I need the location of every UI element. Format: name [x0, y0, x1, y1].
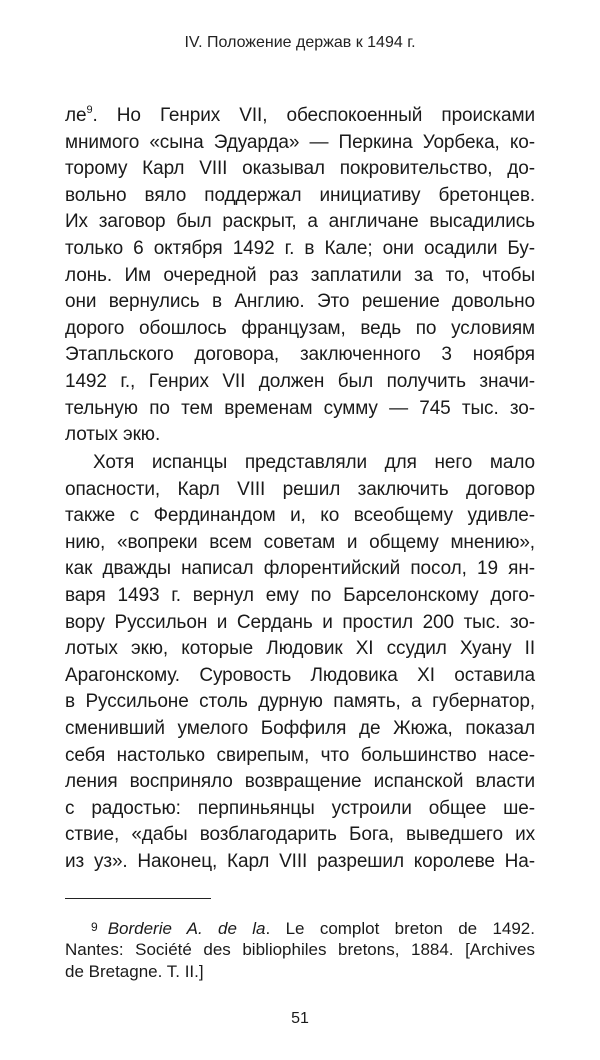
- text-line: как дважды написал флорентийский посол, 19 ян-: [65, 558, 535, 580]
- text-fragment: . Но Генрих VII, обеспокоенный происками: [92, 105, 535, 126]
- text-fragment: ле: [65, 105, 87, 126]
- text-line: они вернулись в Англию. Это решение довольно: [65, 291, 535, 313]
- footnote: [65, 916, 535, 984]
- text-line: только 6 октября 1492 г. в Кале; они осадили Бу-: [65, 237, 535, 259]
- text-line: лонь. Им очередной раз заплатили за то, чтобы: [65, 264, 535, 286]
- text-line: также с Фердинандом и, ко всеобщему удивле-: [65, 505, 535, 527]
- text-line: Арагонскому. Суровость Людовика XI оставила: [65, 664, 535, 686]
- text-line: сменивший умелого Боффиля де Жюжа, показал: [65, 717, 535, 739]
- text-line: опасности, Карл VIII решил заключить договор: [65, 478, 535, 500]
- paragraph-1: [65, 103, 535, 449]
- footnote-line: Nantes: Société des bibliophiles bretons, 1884. [Archives: [65, 939, 535, 959]
- text-line: Их заговор был раскрыт, а англичане высадились: [65, 211, 535, 233]
- text-line: [65, 103, 535, 130]
- text-line: ствие, «дабы возблагодарить Бога, выведшего их: [65, 824, 535, 846]
- text-line: 1492 г., Генрих VII должен был получить значи-: [65, 370, 535, 392]
- text-line: дорого обошлось французам, ведь по условиям: [65, 317, 535, 339]
- text-line: Хотя испанцы представляли для него мало: [93, 452, 535, 473]
- text-line: в Руссильоне столь дурную память, а губернатор,: [65, 691, 535, 713]
- text-line: вору Руссильон и Сердань и простил 200 тыс. зо-: [65, 611, 535, 633]
- footnote-divider: [65, 898, 211, 899]
- text-line: мнимого «сына Эдуарда» — Перкина Уорбека, ко-: [65, 131, 535, 153]
- text-line: торому Карл VIII оказывал покровительство, до-: [65, 158, 535, 180]
- text-line: тельную по тем временам сумму — 745 тыс. зо-: [65, 397, 535, 419]
- text-line: вольно вяло поддержал инициативу бретонцев.: [65, 184, 535, 206]
- footnote-line: de Bretagne. T. II.]: [65, 962, 204, 982]
- text-line: лотых экю, которые Людовик XI ссудил Хуану II: [65, 638, 535, 660]
- footnote-text: . Le complot breton de 1492.: [265, 919, 535, 938]
- text-line: нию, «вопреки всем советам и общему мнению»,: [65, 531, 535, 553]
- paragraph-2: [65, 450, 535, 876]
- footnote-line: [65, 916, 535, 939]
- text-line: себя настолько свирепым, что большинство насе-: [65, 744, 535, 766]
- footnote-number: 9: [91, 920, 98, 934]
- text-line: из уз». Наконец, Карл VIII разрешил королеве На-: [65, 850, 535, 872]
- running-header: IV. Положение держав к 1494 г.: [184, 34, 416, 51]
- page-number: 51: [291, 1010, 309, 1027]
- text-line: лотых экю.: [65, 424, 161, 446]
- text-line: варя 1493 г. вернул ему по Барселонскому дого-: [65, 584, 535, 606]
- text-line: ления восприняло возвращение испанской власти: [65, 771, 535, 793]
- text-line: с радостью: перпиньянцы устроили общее ше-: [65, 797, 535, 819]
- footnote-reference[interactable]: 9: [86, 104, 93, 116]
- text-line: Этапльского договора, заключенного 3 ноября: [65, 344, 535, 366]
- footnote-author: Borderie A. de la: [107, 919, 266, 938]
